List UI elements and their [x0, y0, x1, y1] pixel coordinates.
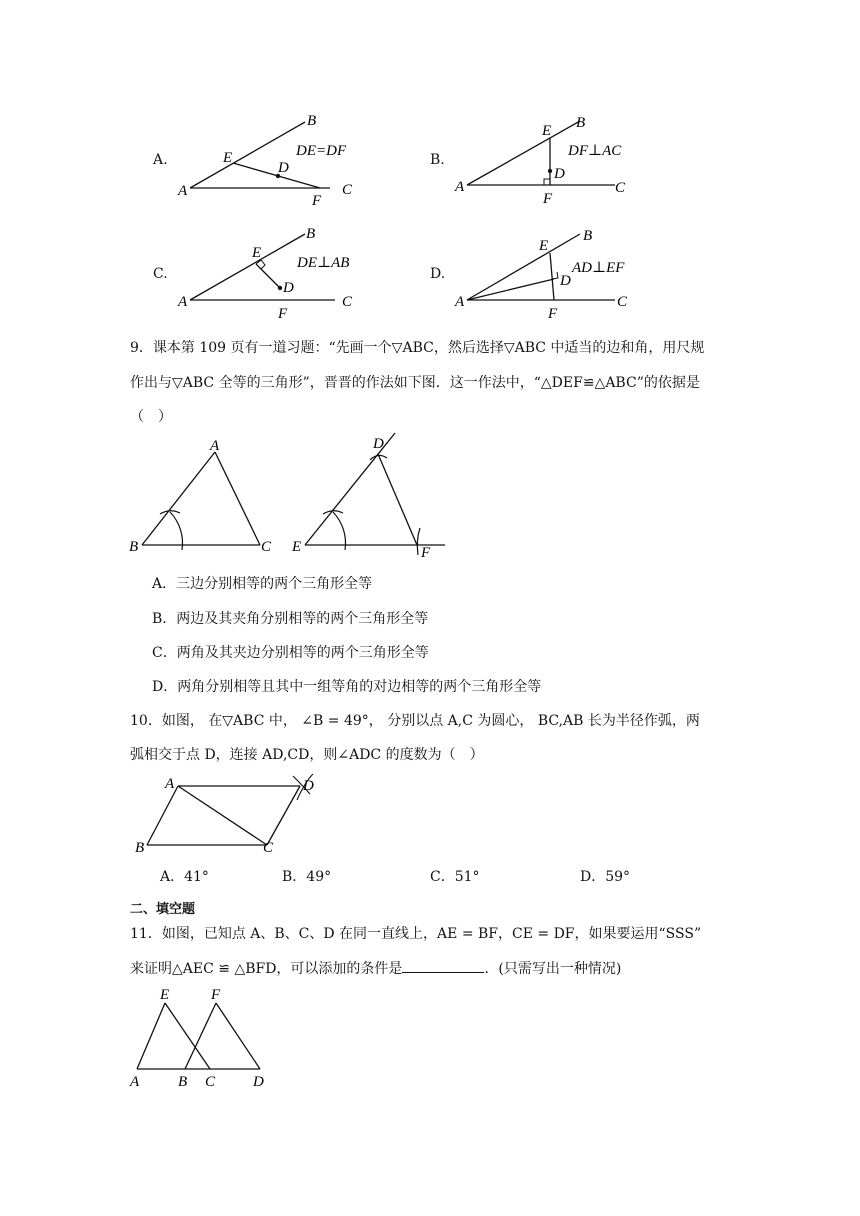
svg-text:A: A	[455, 179, 465, 195]
svg-text:A: A	[178, 294, 188, 310]
q11-answer-blank[interactable]	[402, 958, 484, 973]
svg-text:C: C	[342, 294, 353, 310]
q8-figure-d	[450, 220, 650, 325]
svg-text:A: A	[165, 776, 175, 792]
q9-stem-line3: （ ）	[130, 409, 172, 425]
svg-text:C: C	[615, 180, 626, 196]
q9-option-b[interactable]: B．两边及其夹角分别相等的两个三角形全等	[152, 611, 429, 627]
label-c: C	[342, 182, 353, 198]
svg-text:B: B	[583, 228, 593, 244]
q11-figure	[125, 985, 275, 1090]
q10-stem-line2: 弧相交于点 D，连接 AD,CD，则∠ADC 的度数为（ ）	[130, 747, 484, 763]
label-d: D	[278, 160, 289, 176]
q10-option-d[interactable]: D．59°	[580, 869, 631, 885]
svg-text:C: C	[617, 294, 628, 310]
svg-text:E: E	[160, 987, 170, 1003]
label-f: F	[312, 193, 322, 209]
label-a: A	[178, 183, 188, 199]
svg-text:F: F	[543, 191, 553, 207]
svg-text:F: F	[211, 987, 221, 1003]
svg-text:E: E	[542, 123, 552, 139]
svg-text:B: B	[178, 1074, 188, 1090]
svg-text:E: E	[252, 245, 262, 261]
q8-option-c-condition: DE⊥AB	[297, 255, 350, 271]
svg-text:B: B	[306, 226, 316, 242]
svg-text:C: C	[263, 840, 274, 856]
svg-text:B: B	[129, 539, 139, 555]
q8-option-d-letter: D.	[430, 266, 446, 282]
q8-option-b-condition: DF⊥AC	[568, 143, 622, 159]
q8-option-a-condition: DE=DF	[296, 143, 347, 159]
label-e: E	[223, 150, 233, 166]
q9-option-d[interactable]: D．两角分别相等且其中一组等角的对边相等的两个三角形全等	[152, 679, 542, 695]
q10-option-a[interactable]: A．41°	[160, 869, 209, 885]
label-b: B	[307, 113, 317, 129]
q8-option-b-letter: B.	[430, 152, 445, 168]
q9-figure	[120, 430, 460, 565]
q9-stem-line2: 作出与▽ABC 全等的三角形”，晋晋的作法如下图．这一作法中，“△DEF≌△ABC”的依据是	[130, 375, 700, 391]
svg-text:D: D	[560, 273, 571, 289]
svg-text:D: D	[303, 778, 314, 794]
svg-text:A: A	[210, 438, 220, 454]
svg-text:F: F	[421, 545, 431, 561]
svg-text:D: D	[253, 1074, 264, 1090]
q8-option-a-letter: A.	[153, 152, 168, 168]
svg-text:F: F	[548, 306, 558, 322]
q10-figure	[125, 770, 335, 860]
svg-text:A: A	[455, 294, 465, 310]
q10-option-c[interactable]: C．51°	[430, 869, 480, 885]
q9-stem-line1: 9．课本第 109 页有一道习题：“先画一个▽ABC，然后选择▽ABC 中适当的边和角，用尺规	[130, 340, 705, 356]
svg-text:B: B	[135, 840, 145, 856]
svg-text:B: B	[576, 115, 586, 131]
q9-option-c[interactable]: C．两角及其夹边分别相等的两个三角形全等	[152, 645, 429, 661]
svg-text:E: E	[292, 539, 302, 555]
q8-figure-b	[450, 105, 650, 210]
q8-option-c-letter: C.	[153, 266, 168, 282]
svg-text:F: F	[278, 306, 288, 322]
q11-stem-line2	[130, 958, 621, 979]
q10-stem-line1: 10．如图， 在▽ABC 中， ∠B = 49°， 分别以点 A,C 为圆心， BC,AB 长为半径作弧，两	[130, 713, 700, 729]
svg-text:D: D	[554, 166, 565, 182]
q10-option-b[interactable]: B．49°	[282, 869, 332, 885]
q8-figure-c	[170, 220, 370, 325]
section-heading-fill-in: 二、填空题	[130, 902, 196, 917]
q11-stem-line2-before: 来证明△AEC ≌ △BFD，可以添加的条件是	[130, 961, 403, 977]
q11-stem-line1: 11．如图，已知点 A、B、C、D 在同一直线上，AE = BF，CE = DF，如果要运用“SSS”	[130, 926, 702, 942]
q11-stem-line2-after: ．(只需写出一种情况)	[484, 961, 622, 977]
svg-text:C: C	[205, 1074, 216, 1090]
svg-text:C: C	[261, 539, 272, 555]
svg-text:A: A	[130, 1074, 140, 1090]
svg-text:E: E	[539, 238, 549, 254]
q8-option-d-condition: AD⊥EF	[572, 260, 625, 276]
svg-text:D: D	[283, 280, 294, 296]
q8-figure-a	[170, 105, 370, 210]
svg-text:D: D	[373, 436, 384, 452]
q9-option-a[interactable]: A．三边分别相等的两个三角形全等	[152, 576, 373, 592]
